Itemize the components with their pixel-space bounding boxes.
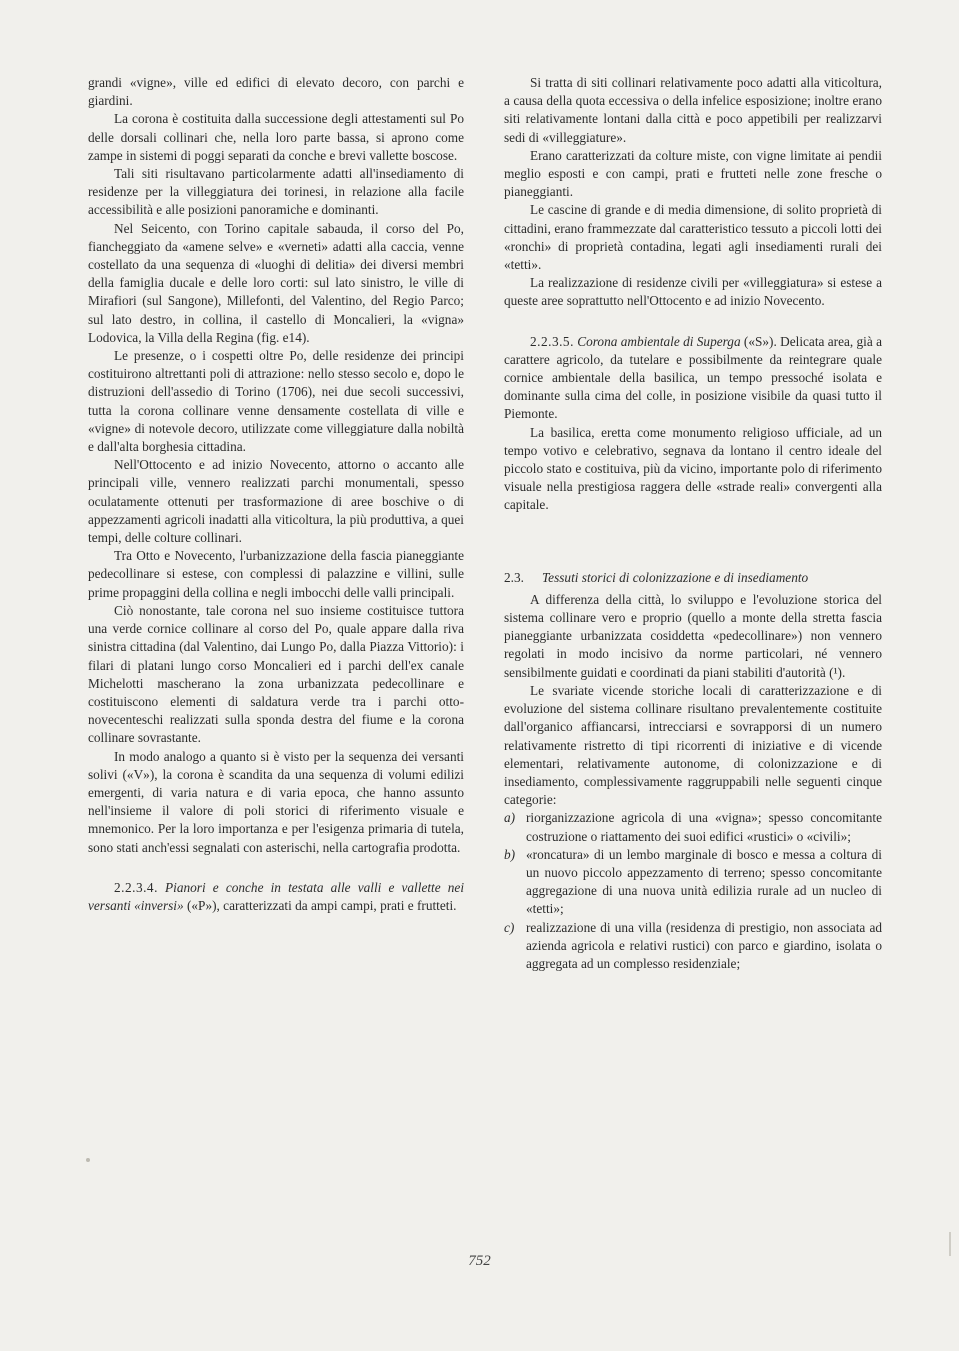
paragraph: Le presenze, o i cospetti oltre Po, delle residenze dei principi costituirono altrettanti poli di attrazione: nello stesso secolo e, dopo le distruzioni dell'assedio di Torino (1706), nei due secoli successivi, tutta la corona collinare venne densamente costellata di ville e «vigne» di notevole decoro, utilizzate come villeggiature dalla nobiltà e dall'alta borghesia cittadina. [88, 348, 464, 455]
list-marker: c) [504, 919, 515, 935]
page-number: 752 [468, 1253, 491, 1269]
subsection-title: Pianori e conche in testata alle valli e vallette nei versanti «inversi» [88, 879, 465, 913]
scan-speck [86, 1158, 90, 1162]
paragraph: Le cascine di grande e di media dimensione, di solito proprietà di cittadini, erano frammezzate dal caratteristico tessuto a piccoli lotti dei «ronchi» di proprietà contadina, legati agli insediamenti rurali dei «tetti». [504, 202, 882, 273]
subsection-text: («S»). Delicata area, già a carattere agricolo, da tutelare e possibilmente da reintegrare quale cornice ambientale della basilica, un tempo pressoché isolata e dominante sulla cima del colle, in posizione visibile da quasi tutto il Piemonte. [504, 333, 882, 422]
paragraph: grandi «vigne», ville ed edifici di elevato decoro, con parchi e giardini. [88, 75, 464, 109]
paragraph: La basilica, eretta come monumento religioso ufficiale, ad un tempo votivo e celebrativo, segnava da lontano il centro ideale del piccolo stato e costituiva, più da vicino, importante polo di riferimento visuale nella prestigiosa raggera delle «strade reali» convergenti alla capitale. [504, 424, 882, 513]
list-item [504, 919, 882, 974]
right-column [504, 74, 882, 973]
subsection-2-2-3-5 [504, 333, 882, 424]
subsection-title: Corona ambientale di Superga [577, 333, 741, 349]
subsection-number: 2.2.3.4. [114, 879, 158, 895]
section-title: Tessuti storici di colonizzazione e di insediamento [542, 569, 809, 585]
subsection-number: 2.2.3.5. [530, 333, 574, 349]
paragraph: La realizzazione di residenze civili per «villeggiatura» si estese a queste aree soprattutto nell'Ottocento e ad inizio Novecento. [504, 275, 882, 309]
paragraph: La corona è costituita dalla successione degli attestamenti sul Po delle dorsali collinari che, nella loro parte bassa, si aprono come zampe in sistemi di poggi separati da conche e brevi vallette boscose. [88, 111, 464, 163]
paragraph: Erano caratterizzati da colture miste, con vigne limitate ai pendii meglio esposti e con campi, prati e frutteti nelle zone fresche o pianeggianti. [504, 147, 882, 200]
subsection-text: («P»), caratterizzati da ampi campi, prati e frutteti. [183, 897, 457, 913]
paragraph: Tali siti risultavano particolarmente adatti all'insediamento di residenze per la villeggiatura dei torinesi, in relazione alla facile accessibilità e alle posizioni panoramiche e dominanti. [88, 166, 464, 218]
paragraph: Si tratta di siti collinari relativamente poco adatti alla viticoltura, a causa della quota eccessiva o della infelice esposizione; inoltre erano siti relativamente lontani dalla città e poco appetibili per realizzarvi sedi di «villeggiature». [504, 75, 882, 145]
list-marker: b) [504, 846, 516, 862]
paragraph: Tra Otto e Novecento, l'urbanizzazione della fascia pianeggiante pedecollinare si estese, con complessi di palazzine e villini, sulle prime propaggini della collina e negli imbocchi delle valli principali. [88, 548, 464, 600]
list-item-text: riorganizzazione agricola di una «vigna»; spesso concomitante costruzione o riattamento dei suoi edifici «rustici» o «civili»; [526, 810, 882, 844]
list-item-text: realizzazione di una villa (residenza di prestigio, non associata ad azienda agricola e relativi rustici) con parco e giardino, isolata o aggregata ad un complesso residenziale; [526, 919, 882, 971]
section-number: 2.3. [504, 569, 524, 585]
paragraph: In modo analogo a quanto si è visto per la sequenza dei versanti solivi («V»), la corona è scandita da una sequenza di volumi edilizi emergenti, di varia natura e di varia epoca, che hanno assunto nell'insieme il valore di poli storici di riferimento visuale e mnemonico. Per la loro importanza e per l'esigenza primaria di tutela, sono stati anch'essi segnalati con asterischi, nella cartografia prodotta. [88, 748, 464, 855]
paragraph: Nell'Ottocento e ad inizio Novecento, attorno o accanto alle principali ville, vennero realizzati parchi monumentali, spesso oculatamente ottenuti per trasformazione di aree boschive o di appezzamenti agricoli inadatti alla viticoltura, la più produttiva, a quei tempi, delle colture collinari. [88, 457, 464, 546]
list-item [504, 846, 882, 919]
category-list [504, 809, 882, 973]
spacer [504, 311, 882, 333]
spacer [88, 857, 464, 879]
subsection-2-2-3-4 [88, 879, 464, 915]
paragraph: A differenza della città, lo sviluppo e l'evoluzione storica del sistema collinare vero e proprio (quello a monte della stretta fascia pianeggiante urbanizzata cosiddetta «pedecollinare») non vennero regolati in modo incisivo da norme particolari, né vennero sensibilmente guidati e coordinati da piani stabiliti d'autorità (¹). [504, 591, 882, 680]
paragraph: Le svariate vicende storiche locali di caratterizzazione e di evoluzione del sistema collinare risultano prevalentemente costituite dall'organico affiancarsi, intrecciarsi e sovrapporsi di un numero relativamente ristretto di tipi ricorrenti di iniziative e di vicende elementari, relativamente autonome, di colonizzazione e di insediamento, complessivamente raggruppabili nelle seguenti cinque categorie: [504, 682, 882, 808]
paragraph: Ciò nonostante, tale corona nel suo insieme costituisce tuttora una verde cornice collinare al corso del Po, quale appare dalla riva sinistra cittadina (dal Valentino, dai Lungo Po, dalla Piazza Vittorio): i filari di platani lungo corso Moncalieri ed i parchi dell'ex canale Michelotti mascherano la zona urbanizzata pedecollinare e costituiscono elementi di saldatura verde tra i parchi otto-novecenteschi realizzati sulla sponda destra del fiume e la corona collinare sovrastante. [88, 602, 464, 746]
paragraph: Nel Seicento, con Torino capitale sabauda, il corso del Po, fiancheggiato da «amene selve» e «verneti» adatti alla caccia, venne costellato da una sequenza di «luoghi di delitia» dei diversi membri della famiglia ducale e delle loro corti: sul lato sinistro, le ville di Mirafiori (sul Sangone), Millefonti, del Valentino, del Regio Parco; sul lato destro, in collina, il castello di Moncalieri, la «vigna» Lodovica, la Villa della Regina (fig. e14). [88, 220, 464, 345]
section-heading-2-3 [504, 569, 882, 587]
list-item [504, 809, 882, 845]
list-marker: a) [504, 810, 516, 826]
list-item-text: «roncatura» di un lembo marginale di bosco e messa a coltura di un nuovo piccolo appezzamento di terreno; spesso concomitante aggregazione di una nuova unità edilizia rurale ad un nucleo di «tetti»; [526, 846, 882, 917]
spacer [504, 515, 882, 569]
left-column [88, 74, 464, 915]
